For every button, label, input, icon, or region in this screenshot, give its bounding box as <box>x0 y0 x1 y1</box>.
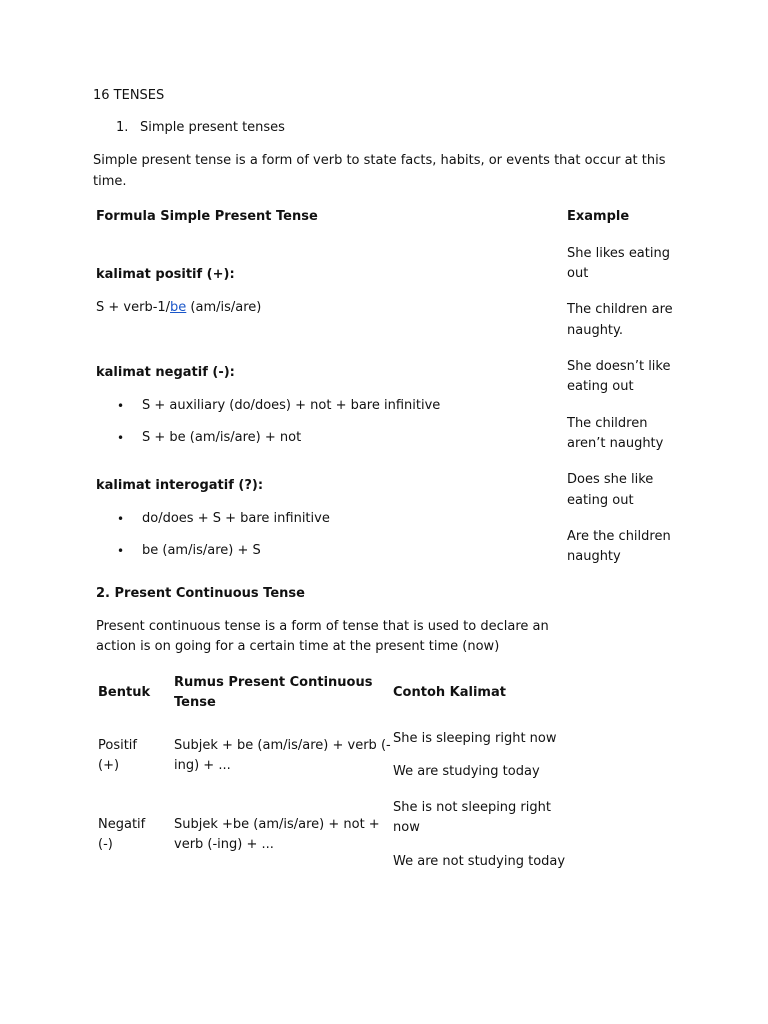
table-header-contoh: Contoh Kalimat <box>393 685 506 700</box>
row-positif-rumus-line-1: Subjek + be (am/is/are) + verb (- <box>174 738 391 753</box>
bullet-icon: • <box>117 544 125 558</box>
positive-label: kalimat positif (+): <box>96 267 235 282</box>
negative-label: kalimat negatif (-): <box>96 365 235 380</box>
positive-formula <box>96 298 261 318</box>
section-2-heading: 2. Present Continuous Tense <box>96 586 305 601</box>
table-header-rumus-line-2: Tense <box>174 695 216 710</box>
bullet-icon: • <box>117 431 125 445</box>
section-1-number: 1. <box>116 120 129 135</box>
example-6-line-2: naughty <box>567 549 621 564</box>
example-2-line-1: The children are <box>567 302 673 317</box>
row-negatif-rumus-line-2: verb (-ing) + ... <box>174 837 274 852</box>
example-2-line-2: naughty. <box>567 323 624 338</box>
row-negatif-example-1-line-2: now <box>393 820 420 835</box>
row-positif-bentuk-line-1: Positif <box>98 738 137 753</box>
bullet-icon: • <box>117 512 125 526</box>
table-header-bentuk: Bentuk <box>98 685 151 700</box>
example-header: Example <box>567 209 630 224</box>
interrogative-label: kalimat interogatif (?): <box>96 478 264 493</box>
row-negatif-bentuk-line-1: Negatif <box>98 817 146 832</box>
example-1-line-1: She likes eating <box>567 246 670 261</box>
section-1-intro-line-1: Simple present tense is a form of verb to state facts, habits, or events that occur at this <box>93 153 666 168</box>
section-1-heading: Simple present tenses <box>140 120 285 135</box>
section-1-intro-line-2: time. <box>93 174 127 189</box>
negative-bullet-2: S + be (am/is/are) + not <box>142 430 302 445</box>
example-3-line-1: She doesn’t like <box>567 359 671 374</box>
example-6-line-1: Are the children <box>567 529 671 544</box>
document-title: 16 TENSES <box>93 88 165 103</box>
positive-formula-prefix: S + verb-1/ <box>96 300 171 315</box>
example-3-line-2: eating out <box>567 379 634 394</box>
row-negatif-rumus-line-1: Subjek +be (am/is/are) + not + <box>174 817 380 832</box>
row-positif-bentuk-line-2: (+) <box>98 758 120 773</box>
negative-bullet-1: S + auxiliary (do/does) + not + bare infinitive <box>142 398 441 413</box>
example-4-line-1: The children <box>567 416 648 431</box>
row-positif-example-1: She is sleeping right now <box>393 731 557 746</box>
row-positif-example-2: We are studying today <box>393 764 540 779</box>
interrogative-bullet-2: be (am/is/are) + S <box>142 543 261 558</box>
example-5-line-1: Does she like <box>567 472 654 487</box>
row-negatif-example-1-line-1: She is not sleeping right <box>393 800 551 815</box>
bullet-icon: • <box>117 399 125 413</box>
be-link[interactable]: be <box>170 300 187 315</box>
interrogative-bullet-1: do/does + S + bare infinitive <box>142 511 330 526</box>
example-5-line-2: eating out <box>567 493 634 508</box>
formula-header: Formula Simple Present Tense <box>96 209 318 224</box>
row-negatif-example-2: We are not studying today <box>393 854 566 869</box>
section-2-intro-line-2: action is on going for a certain time at the present time (now) <box>96 639 500 654</box>
row-negatif-bentuk-line-2: (-) <box>98 837 113 852</box>
section-2-intro-line-1: Present continuous tense is a form of tense that is used to declare an <box>96 619 549 634</box>
table-header-rumus-line-1: Rumus Present Continuous <box>174 675 373 690</box>
example-4-line-2: aren’t naughty <box>567 436 664 451</box>
positive-formula-suffix: (am/is/are) <box>186 300 262 315</box>
row-positif-rumus-line-2: ing) + ... <box>174 758 231 773</box>
example-1-line-2: out <box>567 266 589 281</box>
